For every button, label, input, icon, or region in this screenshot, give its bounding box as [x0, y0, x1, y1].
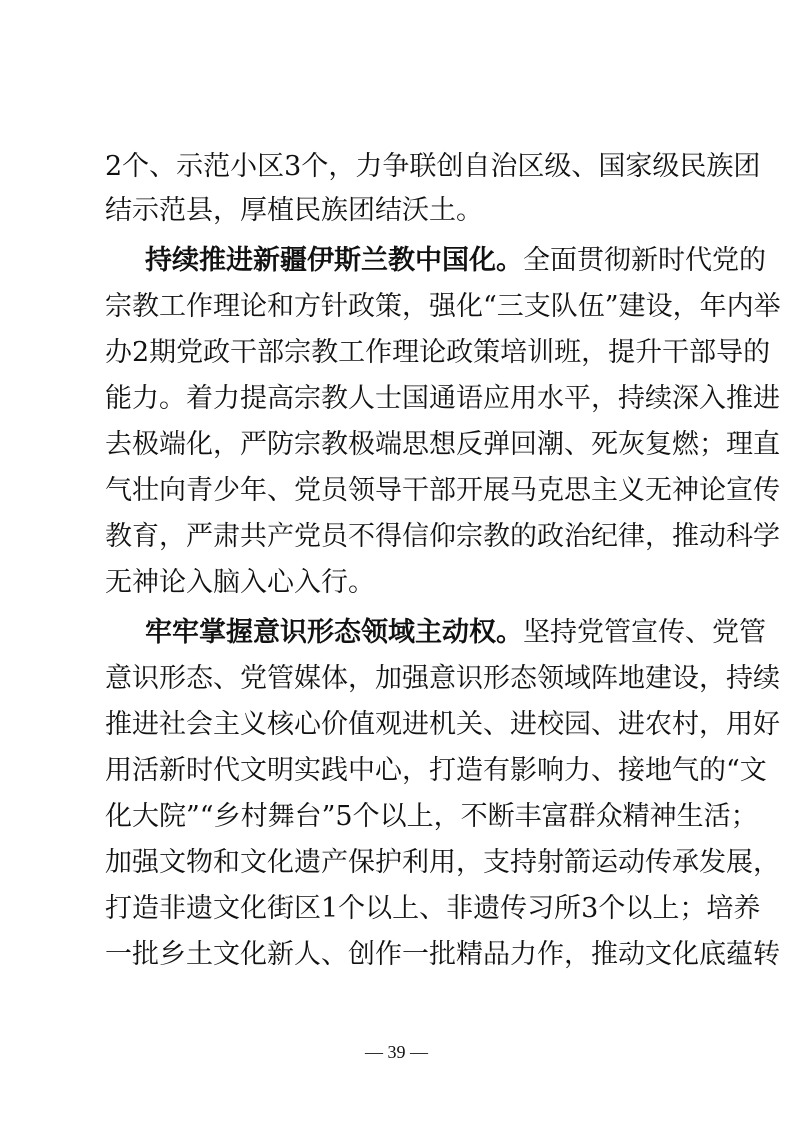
paragraph-heading: 牢牢掌握意识形态领域主动权。 — [145, 617, 523, 648]
text-line: 无神论入脑入心入行。 — [105, 567, 375, 598]
text-line: 结示范县，厚植民族团结沃土。 — [105, 195, 483, 226]
text-line: 一批乡土文化新人、创作一批精品力作，推动文化底蕴转 — [105, 939, 780, 970]
text-line: 教育，严肃共产党员不得信仰宗教的政治纪律，推动科学 — [105, 521, 780, 552]
text-line: 加强文物和文化遗产保护利用，支持射箭运动传承发展， — [105, 847, 780, 878]
text-line: 意识形态、党管媒体，加强意识形态领域阵地建设，持续 — [105, 663, 780, 694]
text-line: 推进社会主义核心价值观进机关、进校园、进农村，用好 — [105, 709, 780, 740]
text-line: 能力。着力提高宗教人士国通语应用水平，持续深入推进 — [105, 383, 780, 414]
text-line: 2个、示范小区3个，力争联创自治区级、国家级民族团 — [105, 151, 761, 182]
paragraph-first-line — [145, 611, 766, 655]
text-line: 用活新时代文明实践中心，打造有影响力、接地气的“文 — [105, 755, 767, 786]
paragraph-first-line — [145, 239, 766, 283]
paragraph-text: 全面贯彻新时代党的 — [523, 245, 766, 276]
paragraph-text: 坚持党管宣传、党管 — [523, 617, 766, 648]
text-line: 办2期党政干部宗教工作理论政策培训班，提升干部导的 — [105, 337, 771, 368]
text-line: 去极端化，严防宗教极端思想反弹回潮、死灰复燃；理直 — [105, 429, 780, 460]
paragraph-heading: 持续推进新疆伊斯兰教中国化。 — [145, 245, 523, 276]
page-number: — 39 — — [365, 1042, 428, 1062]
text-line: 打造非遗文化街区1个以上、非遗传习所3个以上；培养 — [105, 893, 761, 924]
text-line: 宗教工作理论和方针政策，强化“三支队伍”建设，年内举 — [105, 291, 781, 322]
text-line: 气壮向青少年、党员领导干部开展马克思主义无神论宣传 — [105, 475, 780, 506]
text-line: 化大院”“乡村舞台”5个以上，不断丰富群众精神生活； — [105, 801, 758, 832]
